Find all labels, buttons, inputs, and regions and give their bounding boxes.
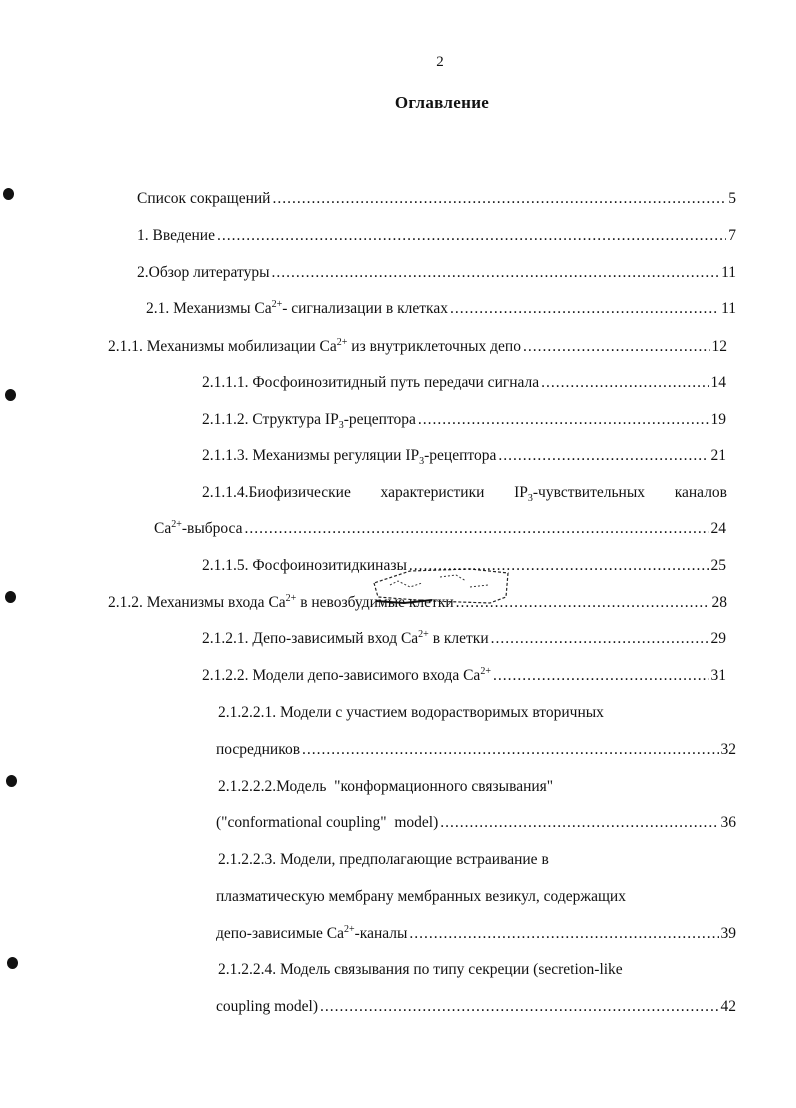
toc-entry: 2.1.2. Механизмы входа $Ca^{2+}$ в невозбудимые клетки ..... 28 [108, 593, 727, 613]
toc-entry-line1: 2.1.2.2.3. Модели, предполагающие встраивание в [218, 851, 549, 868]
toc-entry: ("conformational coupling" model) ..... 36 [216, 813, 736, 833]
toc-entry: 2.1.1.2. Структура $IP_3$-рецептора ..... 19 [202, 410, 726, 430]
punch-hole-mark [5, 389, 16, 401]
toc-entry: 2.1.2.1. Депо-зависимый вход $Ca^{2+}$ в клетки ..... 29 [202, 629, 726, 649]
toc-entry: 2.1. Механизмы $Ca^{2+}-$ сигнализации в клетках ..... 11 [146, 299, 736, 319]
punch-hole-mark [7, 957, 18, 969]
toc-entry: 2.1.2.2. Модели депо-зависимого входа $Ca^{2+}$ ..... 31 [202, 666, 726, 686]
toc-entry: депо-зависимые $Ca^{2+}$-каналы ..... 39 [216, 924, 736, 944]
toc-entry: 2.Обзор литературы ..... 11 [137, 263, 736, 283]
toc-entry: coupling model) ..... 42 [216, 997, 736, 1017]
toc-entry: 2.1.1. Механизмы мобилизации $Ca^{2+}$ из внутриклеточных депо ..... 12 [108, 337, 727, 357]
toc-entry-line2: плазматическую мембрану мембранных везикул, содержащих [216, 888, 626, 905]
punch-hole-mark [6, 775, 17, 787]
toc-entry: Список сокращений ..... 5 [137, 189, 736, 209]
page-title: Оглавление [394, 93, 490, 112]
toc-entry: посредников ..... 32 [216, 740, 736, 760]
toc-entry-line1: 2.1.2.2.1. Модели с участием водорастворимых вторичных [218, 704, 604, 721]
toc-entry: 1. Введение ..... 7 [137, 226, 736, 246]
toc-entry-line1: 2.1.2.2.2.Модель "конформационного связывания" [218, 778, 554, 795]
toc-entry: 2.1.1.3. Механизмы регуляции $IP_3$-рецептора ..... 21 [202, 446, 726, 466]
toc-entry: 2.1.1.1. Фосфоинозитидный путь передачи сигнала ..... 14 [202, 373, 726, 393]
page-number: 2 [436, 54, 444, 70]
toc-entry-line1: 2.1.1.4.Биофизические характеристики $IP_3$-чувствительных каналов [202, 484, 727, 505]
toc-entry: $Ca^{2+}$-выброса ..... 24 [154, 519, 726, 539]
punch-hole-mark [3, 188, 14, 200]
punch-hole-mark [5, 591, 16, 603]
toc-entry: 2.1.1.5. Фосфоинозитидкиназы ..... 25 [202, 556, 726, 576]
toc-entry-line1: 2.1.2.2.4. Модель связывания по типу секреции (secretion-like [218, 961, 623, 978]
